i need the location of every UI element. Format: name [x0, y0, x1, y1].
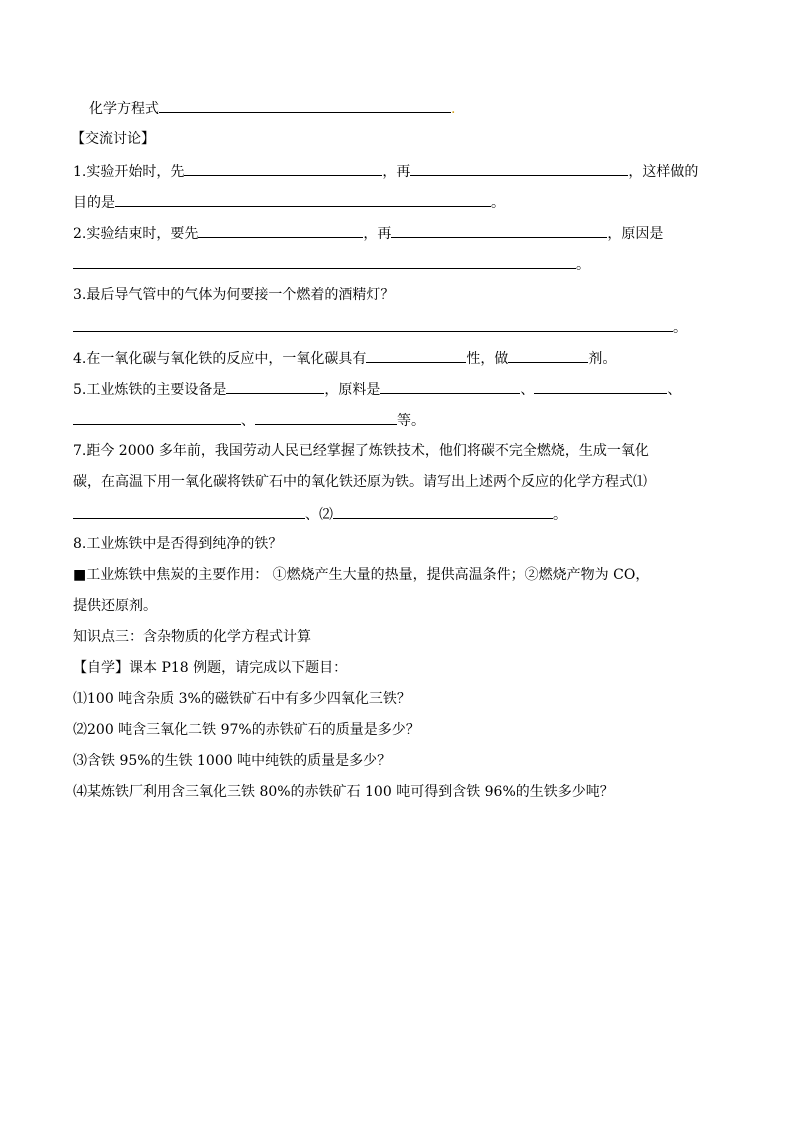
question-2-text: 2.实验结束时，要先 [73, 226, 199, 242]
question-7-text: 、⑵ [305, 507, 333, 523]
end-mark: . [451, 101, 456, 117]
answer-blank[interactable] [380, 378, 520, 394]
question-4-text: 4.在一氧化碳与氧化铁的反应中，一氧化碳具有 [73, 351, 367, 367]
question-7-line: 7.距今 2000 多年前，我国劳动人民已经掌握了炼铁技术，他们将碳不完全燃烧，生成一氧化 [73, 443, 649, 459]
question-2-text: ，再 [363, 226, 392, 242]
answer-blank[interactable] [73, 503, 305, 519]
question-5-text: 等。 [397, 413, 425, 429]
note-coke-function: ■工业炼铁中焦炭的主要作用： ①燃烧产生大量的热量，提供高温条件；②燃烧产物为 CO， [73, 567, 650, 583]
question-2-line-2 [73, 253, 590, 275]
question-1-text: ，再 [382, 164, 411, 180]
question-7-line-2: 碳，在高温下用一氧化碳将铁矿石中的氧化铁还原为铁。请写出上述两个反应的化学方程式⑴ [73, 474, 647, 490]
question-4-line [73, 347, 616, 369]
answer-blank[interactable] [115, 191, 491, 207]
answer-blank[interactable] [534, 378, 667, 394]
question-5-text: 5.工业炼铁的主要设备是 [73, 382, 227, 398]
answer-blank[interactable] [198, 222, 363, 238]
answer-blank[interactable] [73, 409, 241, 425]
self-study-heading: 【自学】课本 P18 例题，请完成以下题目： [73, 660, 348, 676]
answer-blank[interactable] [226, 378, 324, 394]
answer-blank[interactable] [73, 253, 576, 269]
answer-blank[interactable] [508, 347, 588, 363]
question-1-text: ，这样做的 [628, 164, 699, 180]
question-1-text: 目的是 [73, 195, 115, 211]
question-4-text: 剂。 [588, 351, 617, 367]
answer-blank[interactable] [333, 503, 553, 519]
question-2-line [73, 222, 663, 244]
answer-blank[interactable] [184, 160, 382, 176]
question-5-text: 、 [520, 382, 535, 398]
exercise-4: ⑷某炼铁厂利用含三氧化三铁 80%的赤铁矿石 100 吨可得到含铁 96%的生铁多少吨？ [73, 784, 614, 800]
question-8-line: 8.工业炼铁中是否得到纯净的铁？ [73, 536, 283, 552]
equation-label: 化学方程式 [89, 101, 159, 117]
question-7-text: 。 [553, 507, 567, 523]
question-7-answer-line [73, 503, 567, 525]
answer-blank[interactable] [255, 409, 397, 425]
question-3-line: 3.最后导气管中的气体为何要接一个燃着的酒精灯？ [73, 287, 395, 303]
question-5-text: 、 [667, 382, 682, 398]
note-coke-function-2: 提供还原剂。 [73, 598, 157, 614]
question-3-text: 。 [673, 320, 687, 336]
answer-blank[interactable] [366, 347, 466, 363]
answer-blank[interactable] [391, 222, 607, 238]
exercise-2: ⑵200 吨含三氧化二铁 97%的赤铁矿石的质量是多少？ [73, 722, 420, 738]
question-2-text: ，原因是 [607, 226, 664, 242]
exercise-1: ⑴100 吨含杂质 3%的磁铁矿石中有多少四氧化三铁？ [73, 691, 411, 707]
question-5-line-2 [73, 409, 425, 431]
knowledge-point-3-heading: 知识点三：含杂物质的化学方程式计算 [73, 629, 311, 645]
question-5-line [73, 378, 681, 400]
section-heading-discussion: 【交流讨论】 [71, 131, 155, 147]
question-2-text: 。 [576, 257, 590, 273]
exercise-3: ⑶含铁 95%的生铁 1000 吨中纯铁的质量是多少？ [73, 753, 392, 769]
question-1-text: 。 [491, 195, 505, 211]
answer-blank[interactable] [410, 160, 628, 176]
question-5-text: 、 [241, 413, 255, 429]
question-4-text: 性，做 [466, 351, 509, 367]
question-1-line [73, 160, 698, 182]
question-5-text: ，原料是 [324, 382, 381, 398]
question-1-text: 1.实验开始时，先 [73, 164, 185, 180]
answer-blank[interactable] [73, 316, 673, 332]
answer-blank[interactable] [159, 97, 451, 113]
question-1-line-2 [73, 191, 505, 213]
question-3-answer-line [73, 316, 687, 338]
equation-line [89, 97, 455, 119]
